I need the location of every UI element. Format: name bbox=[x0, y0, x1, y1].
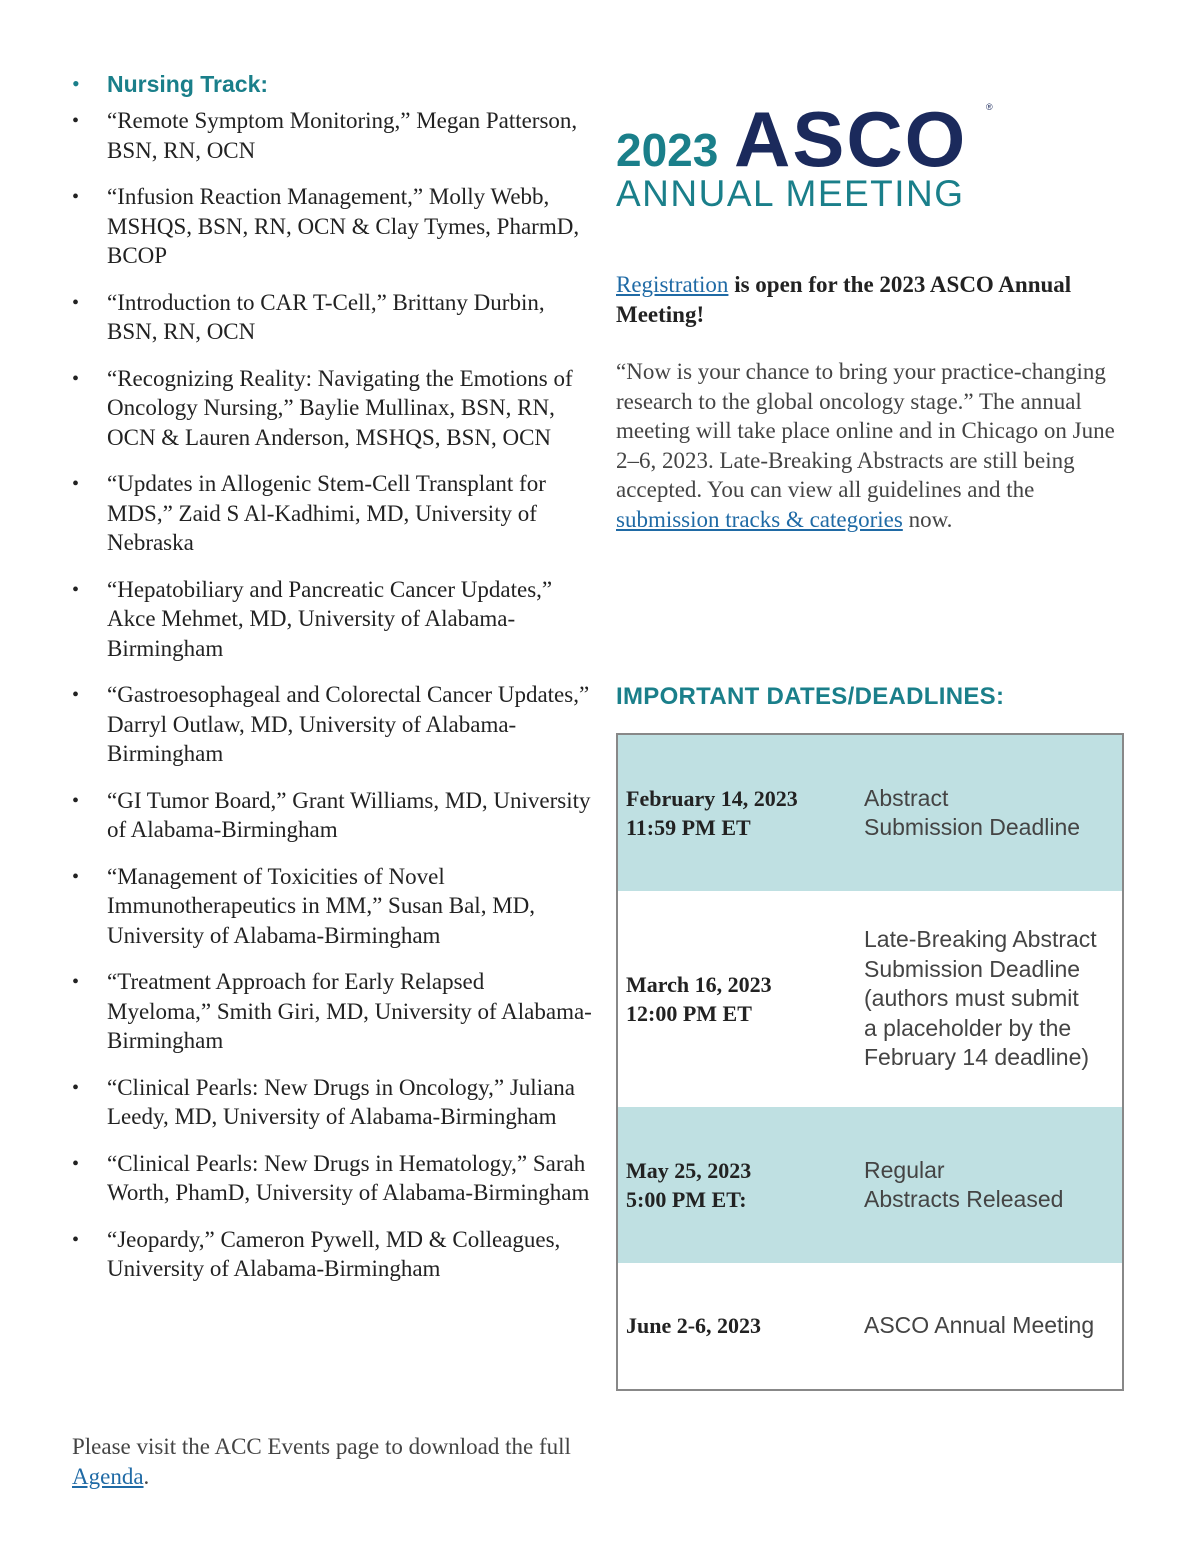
meeting-description: “Now is your chance to bring your practice-changing research to the global oncology stage.” The annual meeting will take place online and in Chicago on June 2–6, 2023. Late-Breaking Abstracts are still being accepted. You can view all guidelines and the submission tracks & categories now. bbox=[616, 359, 1115, 532]
asco-logo-graphic bbox=[616, 98, 996, 218]
table-row bbox=[618, 1263, 1122, 1389]
registration-notice: Registration is open for the 2023 ASCO Annual Meeting! bbox=[616, 272, 1072, 327]
asco-logo bbox=[616, 98, 996, 218]
logo-name: ASCO bbox=[734, 98, 968, 183]
date-cell: May 25, 2023 5:00 PM ET: bbox=[626, 1157, 752, 1212]
list-item: • “GI Tumor Board,” Grant Williams, MD, University of Alabama-Birmingham bbox=[72, 787, 591, 842]
list-item: • “Gastroesophageal and Colorectal Cancer Updates,” Darryl Outlaw, MD, University of Alabama-Birmingham bbox=[72, 682, 590, 766]
list-item: • “Introduction to CAR T-Cell,” Brittany Durbin, BSN, RN, OCN bbox=[72, 289, 545, 344]
submission-tracks-link[interactable]: submission tracks & categories bbox=[616, 506, 903, 532]
nursing-track-title: Nursing Track: bbox=[107, 71, 269, 97]
dates-heading: IMPORTANT DATES/DEADLINES: bbox=[616, 683, 1005, 710]
table-row bbox=[618, 891, 1122, 1107]
nursing-track-heading bbox=[72, 62, 592, 106]
description-cell: Regular Abstracts Released bbox=[864, 1156, 1064, 1212]
bullet: • bbox=[72, 71, 80, 96]
dates-table bbox=[616, 733, 1124, 1391]
list-item: • “Clinical Pearls: New Drugs in Oncology,” Juliana Leedy, MD, University of Alabama-Birmingham bbox=[72, 1074, 575, 1129]
list-item: • “Clinical Pearls: New Drugs in Hematology,” Sarah Worth, PhamD, University of Alabama-Birmingham bbox=[72, 1150, 590, 1205]
agenda-link[interactable]: Agenda bbox=[72, 1463, 144, 1489]
description-cell: Abstract Submission Deadline bbox=[864, 784, 1081, 840]
list-item: • “Hepatobiliary and Pancreatic Cancer Updates,” Akce Mehmet, MD, University of Alabama-Birmingham bbox=[72, 576, 553, 661]
date-cell: March 16, 2023 12:00 PM ET bbox=[626, 971, 772, 1026]
list-item: • “Recognizing Reality: Navigating the Emotions of Oncology Nursing,” Baylie Mullinax, BSN, RN, OCN & Lauren Anderson, MSHQS, BSN, OCN bbox=[72, 365, 573, 450]
list-item: • “Remote Symptom Monitoring,” Megan Patterson, BSN, RN, OCN bbox=[72, 108, 578, 163]
list-item: • “Updates in Allogenic Stem-Cell Transplant for MDS,” Zaid S Al-Kadhimi, MD, University of Nebraska bbox=[72, 471, 546, 555]
agenda-note: Please visit the ACC Events page to download the full Agenda. bbox=[72, 1434, 571, 1489]
logo-subtitle: ANNUAL MEETING bbox=[616, 173, 965, 214]
description-cell: ASCO Annual Meeting bbox=[864, 1312, 1095, 1339]
logo-year: 2023 bbox=[616, 124, 719, 176]
list-item: • “Infusion Reaction Management,” Molly Webb, MSHQS, BSN, RN, OCN & Clay Tymes, PharmD, BCOP bbox=[72, 184, 580, 268]
date-cell: June 2-6, 2023 bbox=[626, 1313, 762, 1339]
list-item: • “Treatment Approach for Early Relapsed Myeloma,” Smith Giri, MD, University of Alabama-Birmingham bbox=[72, 969, 592, 1053]
date-cell: February 14, 2023 11:59 PM ET bbox=[626, 785, 798, 840]
table-row bbox=[618, 735, 1122, 891]
list-item: • “Jeopardy,” Cameron Pywell, MD & Colleagues, University of Alabama-Birmingham bbox=[72, 1226, 561, 1281]
table-row bbox=[618, 1107, 1122, 1263]
agenda-column bbox=[72, 62, 592, 1301]
registered-mark: ® bbox=[986, 102, 993, 112]
nursing-track-list bbox=[72, 106, 592, 452]
description-cell: Late-Breaking Abstract Submission Deadline (authors must submit a placeholder by the February 14 deadline) bbox=[864, 926, 1097, 1071]
list-item: • “Management of Toxicities of Novel Immunotherapeutics in MM,” Susan Bal, MD, University of Alabama-Birmingham bbox=[72, 863, 536, 948]
session-list bbox=[72, 469, 592, 1284]
registration-link[interactable]: Registration bbox=[616, 272, 729, 297]
asco-column bbox=[616, 98, 1136, 218]
